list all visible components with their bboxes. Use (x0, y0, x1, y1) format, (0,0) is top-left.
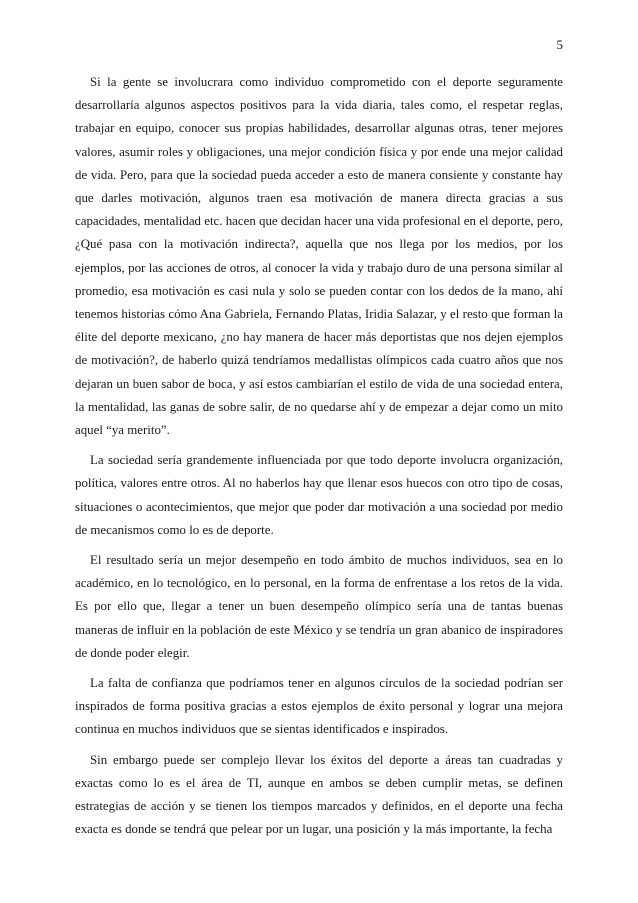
paragraph-1: Si la gente se involucrara como individuo comprometido con el deporte seguramente desarrollaría algunos aspectos positivos para la vida diaria, tales como, el respetar reglas, trabajar en equipo, conocer sus propias habilidades, desarrollar algunas otras, tener mejores valores, asumir roles y obligaciones, una mejor condición física y por ende una mejor calidad de vida. Pero, para que la sociedad pueda acceder a esto de manera consiente y constante hay que darles motivación, algunos traen esa motivación de manera directa gracias a sus capacidades, mentalidad etc. hacen que decidan hacer una vida profesional en el deporte, pero, ¿Qué pasa con la motivación indirecta?, aquella que nos llega por los medios, por los ejemplos, por las acciones de otros, al conocer la vida y trabajo duro de una persona similar al promedio, esa motivación es casi nula y solo se pueden contar con los dedos de la mano, ahí tenemos historias cómo Ana Gabriela, Fernando Platas, Iridia Salazar, y el resto que forman la élite del deporte mexicano, ¿no hay manera de hacer más deportistas que nos dejen ejemplos de motivación?, de haberlo quizá tendríamos medallistas olímpicos cada cuatro años que nos dejaran un buen sabor de boca, y así estos cambiarían el estilo de vida de una sociedad entera, la mentalidad, las ganas de sobre salir, de no quedarse ahí y de empezar a dejar como un mito aquel “ya merito”. (75, 75, 563, 438)
page-number: 5 (556, 37, 563, 52)
paragraph-3: El resultado sería un mejor desempeño en todo ámbito de muchos individuos, sea en lo académico, en lo tecnológico, en lo personal, en la forma de enfrentase a los retos de la vida. Es por ello que, llegar a tener un buen desempeño olímpico sería una de tantas buenas maneras de influir en la población de este México y se tendría un gran abanico de inspiradores de donde poder elegir. (75, 553, 563, 660)
paragraph-4: La falta de confianza que podríamos tener en algunos círculos de la sociedad podrían ser inspirados de forma positiva gracias a estos ejemplos de éxito personal y lograr una mejora continua en muchos individuos que se sientas identificados e inspirados. (75, 676, 563, 737)
paragraph-5: Sin embargo puede ser complejo llevar los éxitos del deporte a áreas tan cuadradas y exactas como lo es el área de TI, aunque en ambos se deben cumplir metas, se definen estrategias de acción y se tienen los tiempos marcados y definidos, en el deporte una fecha exacta es donde se tendrá que pelear por un lugar, una posición y la más importante, la fecha (75, 752, 563, 837)
document-body (75, 71, 563, 849)
paragraph-2: La sociedad sería grandemente influenciada por que todo deporte involucra organización, política, valores entre otros. Al no haberlos hay que llenar esos huecos con otro tipo de cosas, situaciones o acontecimientos, que mejor que poder dar motivación a una sociedad por medio de mecanismos como lo es de deporte. (75, 453, 563, 537)
